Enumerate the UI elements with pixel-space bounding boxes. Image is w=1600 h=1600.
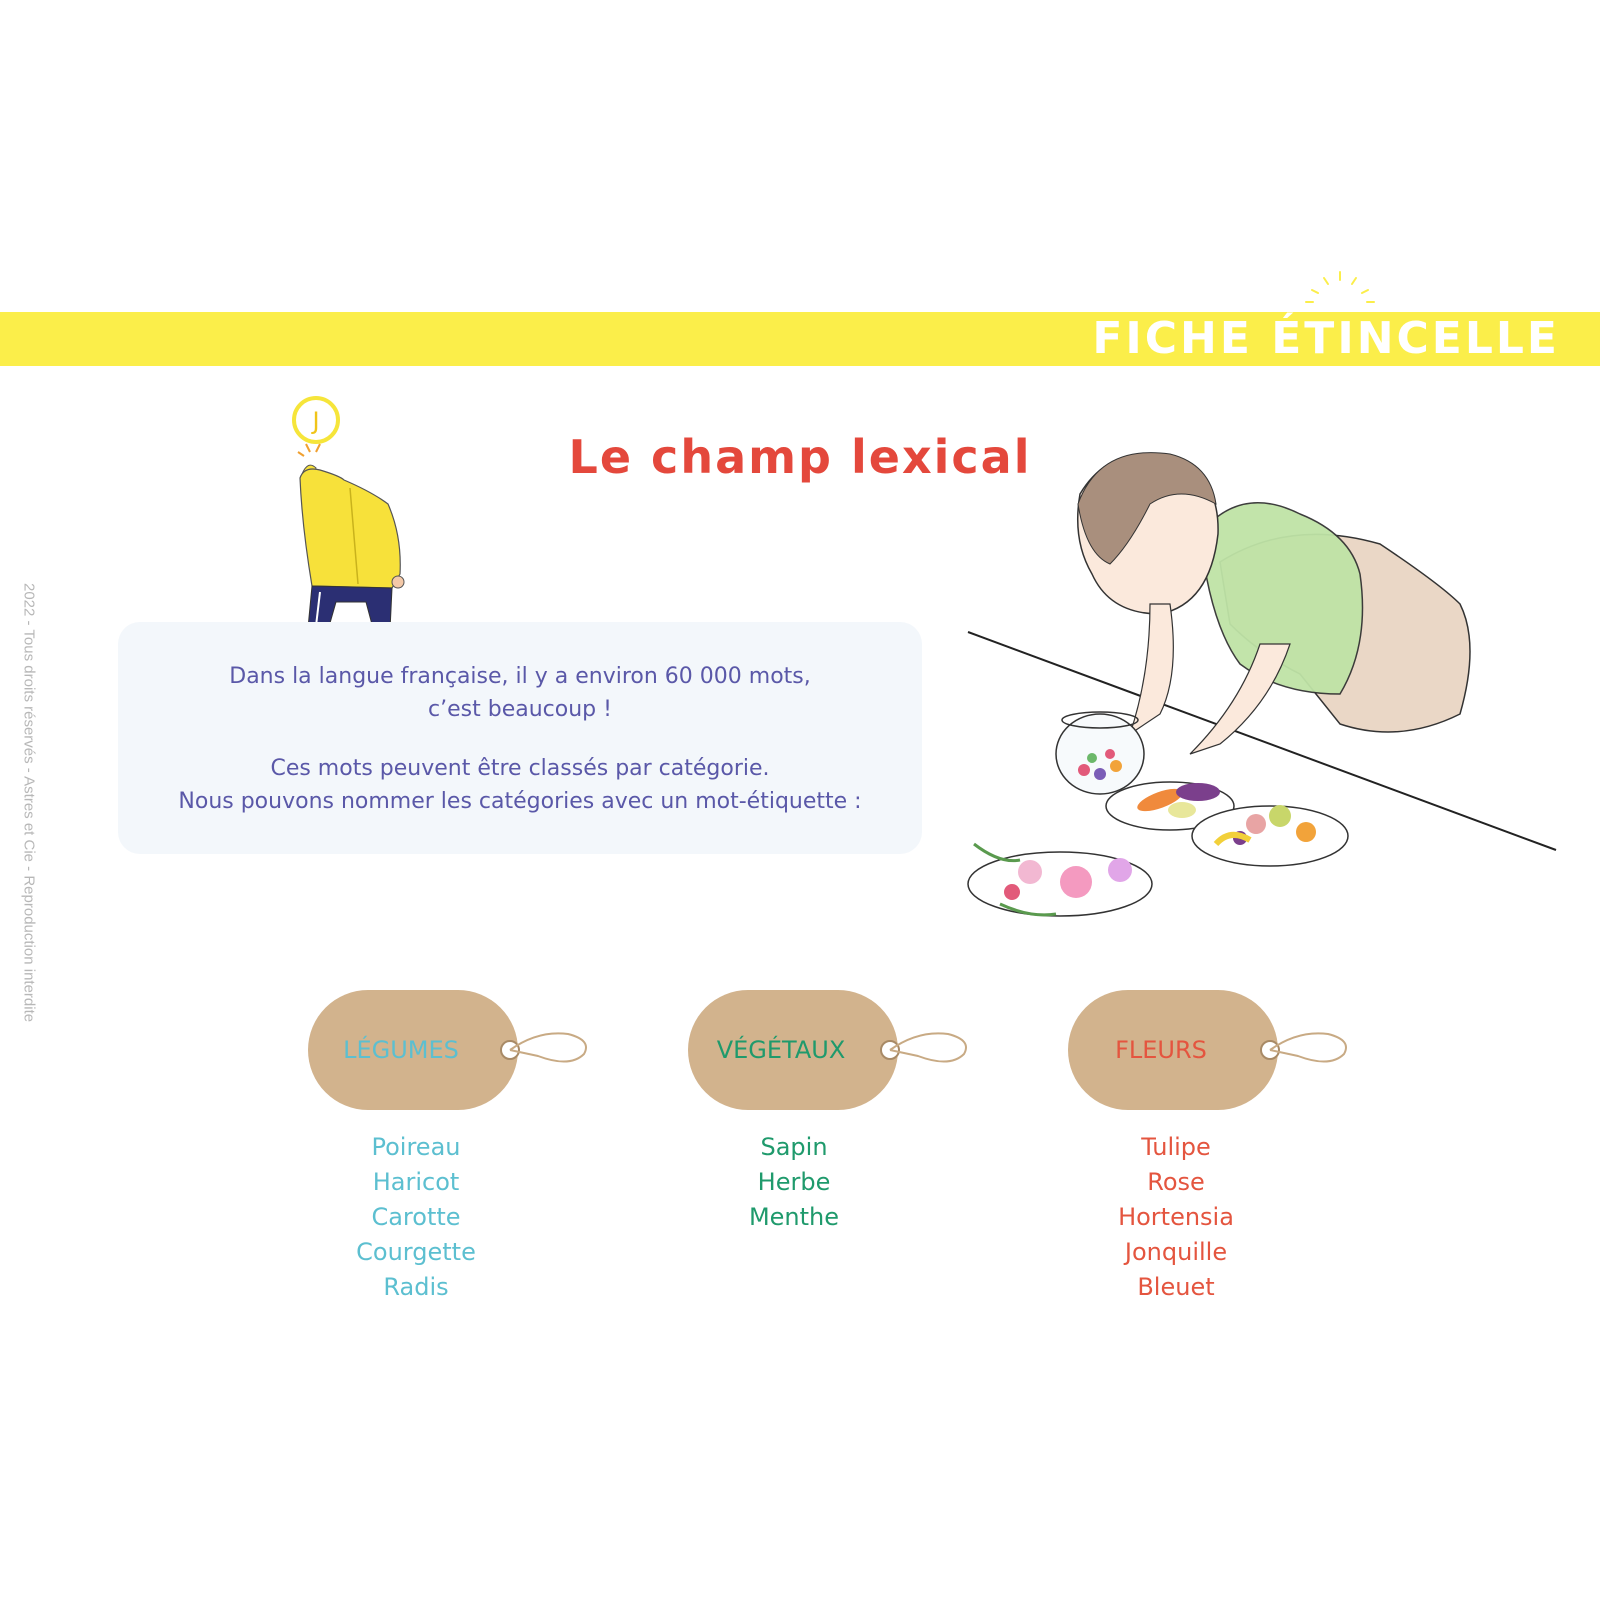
list-item: Bleuet <box>1137 1273 1215 1301</box>
list-item: Sapin <box>760 1133 828 1161</box>
tag-vegetaux <box>688 990 978 1110</box>
list-item: Poireau <box>371 1133 461 1161</box>
word-list-legumes <box>316 1130 516 1305</box>
tag-label-legumes: LÉGUMES <box>343 1036 459 1064</box>
list-item: Tulipe <box>1141 1133 1211 1161</box>
mascot-letter: J <box>312 407 320 435</box>
word-list-vegetaux <box>694 1130 894 1235</box>
intro-line-3: Ces mots peuvent être classés par catégorie. <box>270 756 770 781</box>
jar-icon <box>1056 712 1144 794</box>
list-item: Herbe <box>757 1168 831 1196</box>
word-list-fleurs <box>1076 1130 1276 1305</box>
list-item: Haricot <box>372 1168 460 1196</box>
copyright-notice: 2022 - Tous droits réservés - Astres et Cie - Reproduction interdite <box>20 583 38 1023</box>
banner-title: FICHE ÉTINCELLE <box>1092 313 1560 364</box>
header-banner <box>0 312 1600 366</box>
tag-legumes <box>308 990 598 1110</box>
intro-line-1: Dans la langue française, il y a environ 60 000 mots, <box>229 664 811 689</box>
intro-line-4: Nous pouvons nommer les catégories avec un mot-étiquette : <box>178 789 862 814</box>
tag-fleurs <box>1068 990 1358 1110</box>
mascot-illustration <box>280 396 430 652</box>
page-title: Le champ lexical <box>568 430 1032 484</box>
intro-line-2: c’est beaucoup ! <box>428 697 612 722</box>
fruit-plate <box>1192 805 1348 866</box>
list-item: Carotte <box>371 1203 461 1231</box>
list-item: Hortensia <box>1118 1203 1234 1231</box>
flower-plate <box>968 844 1152 916</box>
list-item: Menthe <box>748 1203 840 1231</box>
list-item: Radis <box>383 1273 449 1301</box>
intro-box <box>118 622 922 854</box>
tag-label-vegetaux: VÉGÉTAUX <box>716 1036 846 1064</box>
list-item: Courgette <box>356 1238 476 1266</box>
list-item: Jonquille <box>1124 1238 1228 1266</box>
child-sorting-illustration <box>960 444 1560 934</box>
sparkle-icon <box>1300 268 1380 308</box>
list-item: Rose <box>1147 1168 1205 1196</box>
tag-label-fleurs: FLEURS <box>1115 1036 1207 1064</box>
